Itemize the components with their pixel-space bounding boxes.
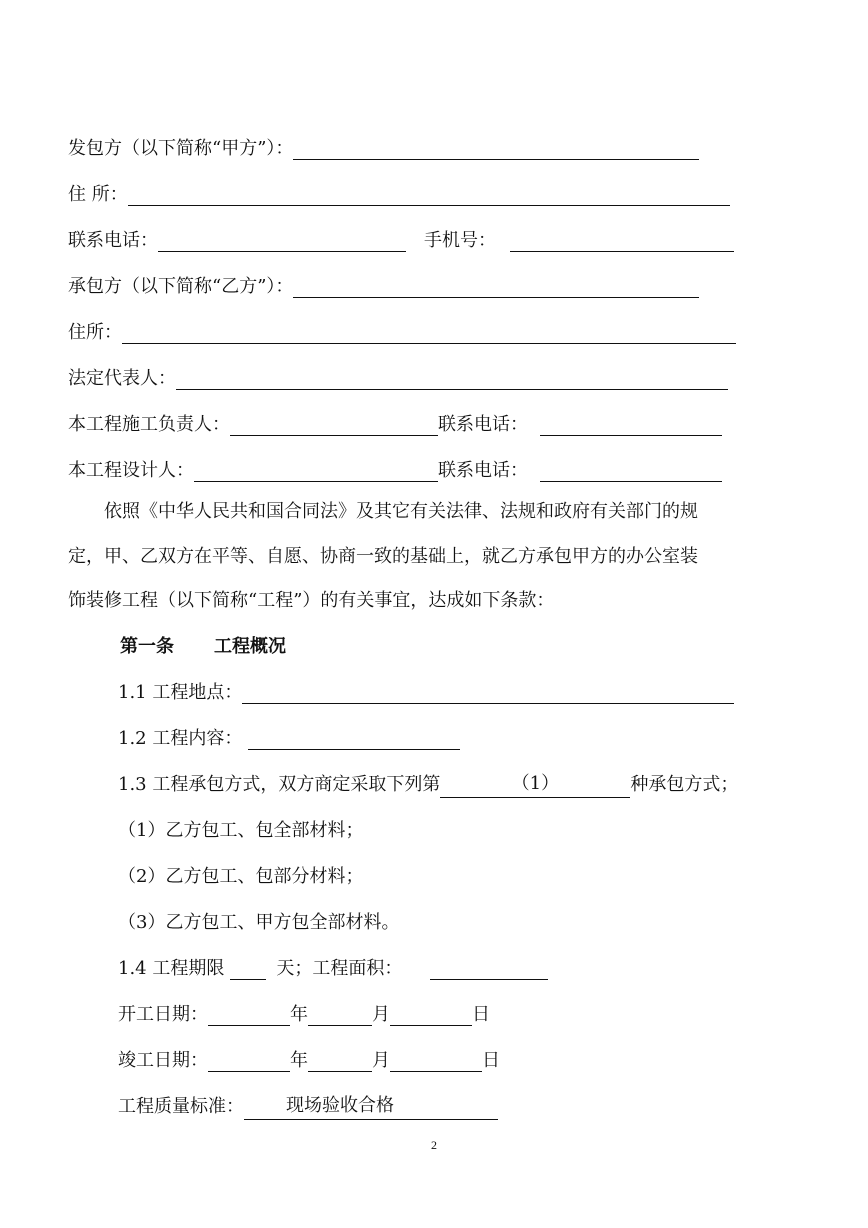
item-1-3-row [118, 770, 738, 800]
item-1-3-suffix: 种承包方式； [630, 774, 739, 795]
article-1-title: 工程概况 [214, 636, 286, 657]
quality-row [118, 1092, 498, 1122]
intro-line-1: 依照《中华人民共和国合同法》及其它有关法律、法规和政府有关部门的规 [104, 501, 698, 522]
start-year-field[interactable] [208, 1003, 290, 1026]
option-1-text: （1）乙方包工、包全部材料； [118, 820, 364, 841]
start-date-row [118, 1000, 490, 1030]
item-1-4-days-field[interactable] [230, 957, 266, 980]
item-1-1-row [118, 678, 734, 708]
item-1-4-area-field[interactable] [430, 957, 548, 980]
legal-rep-label: 法定代表人： [68, 368, 176, 389]
start-date-label: 开工日期： [118, 1004, 208, 1025]
party-a-mobile-field[interactable] [510, 229, 734, 252]
item-1-4-row [118, 954, 548, 984]
designer-field[interactable] [194, 459, 438, 482]
party-a-phone-label: 联系电话： [68, 230, 158, 251]
start-month-field[interactable] [308, 1003, 372, 1026]
designer-label: 本工程设计人： [68, 460, 194, 481]
party-b-address-row [68, 318, 736, 348]
intro-line-3: 饰装修工程（以下简称“工程”）的有关事宜，达成如下条款： [68, 590, 555, 611]
item-1-2-row [118, 724, 460, 754]
end-day-field[interactable] [390, 1049, 482, 1072]
quality-field[interactable] [244, 1095, 498, 1120]
party-b-address-label: 住所： [68, 322, 122, 343]
item-1-4-label: 1.4 工程期限 [118, 958, 225, 979]
item-1-2-field[interactable] [248, 727, 460, 750]
party-b-field[interactable] [293, 275, 699, 298]
intro-paragraph [68, 490, 788, 624]
party-a-contact-row [68, 226, 734, 256]
end-year-label: 年 [290, 1050, 308, 1071]
option-2-text: （2）乙方包工、包部分材料； [118, 866, 364, 887]
party-b-row [68, 272, 699, 302]
start-day-field[interactable] [390, 1003, 472, 1026]
party-a-row [68, 134, 699, 164]
party-a-phone-field[interactable] [158, 229, 406, 252]
end-day-label: 日 [482, 1050, 500, 1071]
item-1-3-value[interactable]: （1） [440, 773, 630, 798]
party-a-address-row [68, 180, 730, 210]
start-month-label: 月 [372, 1004, 390, 1025]
page-number: 2 [431, 1138, 437, 1152]
legal-rep-row [68, 364, 728, 394]
party-a-field[interactable] [293, 137, 699, 160]
item-1-3-label: 1.3 工程承包方式，双方商定采取下列第 [118, 774, 441, 795]
option-2 [118, 862, 363, 892]
article-1-heading [120, 632, 286, 662]
construction-manager-phone-label: 联系电话： [438, 414, 528, 435]
option-3-text: （3）乙方包工、甲方包全部材料。 [118, 912, 400, 933]
construction-manager-row [68, 410, 722, 440]
party-b-address-field[interactable] [122, 321, 736, 344]
option-3 [118, 908, 399, 938]
construction-manager-label: 本工程施工负责人： [68, 414, 230, 435]
construction-manager-field[interactable] [230, 413, 438, 436]
start-year-label: 年 [290, 1004, 308, 1025]
party-a-label: 发包方（以下简称“甲方”）： [68, 138, 294, 159]
designer-phone-label: 联系电话： [438, 460, 528, 481]
item-1-1-label: 1.1 工程地点： [118, 682, 243, 703]
end-date-label: 竣工日期： [118, 1050, 208, 1071]
start-day-label: 日 [472, 1004, 490, 1025]
intro-line-2: 定，甲、乙双方在平等、自愿、协商一致的基础上，就乙方承包甲方的办公室装 [68, 545, 698, 567]
end-date-row [118, 1046, 500, 1076]
designer-phone-field[interactable] [540, 459, 722, 482]
article-1-number: 第一条 [120, 636, 174, 657]
item-1-4-days-label: 天；工程面积： [276, 958, 403, 979]
end-month-field[interactable] [308, 1049, 372, 1072]
end-month-label: 月 [372, 1050, 390, 1071]
party-a-address-field[interactable] [128, 183, 730, 206]
quality-value: 现场验收合格 [286, 1095, 394, 1116]
option-1 [118, 816, 363, 846]
party-a-address-label: 住 所： [68, 184, 128, 205]
designer-row [68, 456, 722, 486]
item-1-1-field[interactable] [242, 681, 734, 704]
end-year-field[interactable] [208, 1049, 290, 1072]
construction-manager-phone-field[interactable] [540, 413, 722, 436]
legal-rep-field[interactable] [176, 367, 728, 390]
quality-label: 工程质量标准： [118, 1096, 244, 1117]
party-b-label: 承包方（以下简称“乙方”）： [68, 276, 294, 297]
item-1-2-label: 1.2 工程内容： [118, 728, 243, 749]
party-a-mobile-label: 手机号： [424, 230, 496, 251]
